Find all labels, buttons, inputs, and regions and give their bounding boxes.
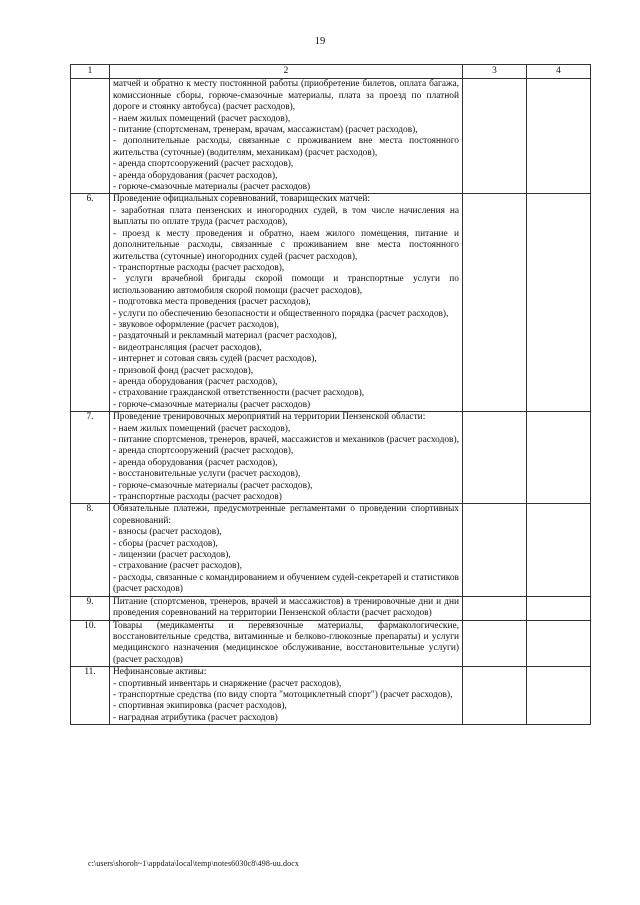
row-col-4-cell bbox=[527, 667, 591, 725]
description-line: - услуги по обеспечению безопасности и общественного порядка (расчет расходов), bbox=[113, 308, 449, 319]
row-col-3-cell bbox=[463, 504, 527, 596]
description-line: - лицензии (расчет расходов), bbox=[113, 550, 231, 561]
description-line: матчей и обратно к месту постоянной работы (приобретение билетов, оплата багажа, комиссионные сборы, горюче-смазочные материалы, плата за проезд по платной дороге и стоянку автобуса) (расчет расходов), bbox=[113, 79, 459, 113]
header-col-4: 4 bbox=[527, 65, 591, 79]
description-line: - наем жилых помещений (расчет расходов), bbox=[113, 423, 291, 434]
table-row bbox=[71, 596, 591, 620]
row-number: 6. bbox=[71, 194, 110, 412]
description-line: - аренда оборудования (расчет расходов), bbox=[113, 457, 278, 468]
header-col-3: 3 bbox=[463, 65, 527, 79]
table-row bbox=[71, 667, 591, 725]
row-number: 7. bbox=[71, 412, 110, 504]
description-line: - горюче-смазочные материалы (расчет расходов) bbox=[113, 182, 311, 193]
row-number: 8. bbox=[71, 504, 110, 596]
row-number bbox=[71, 79, 110, 194]
description-line: Обязательные платежи, предусмотренные регламентами о проведении спортивных соревнований: bbox=[113, 504, 459, 526]
table-row bbox=[71, 79, 591, 194]
row-description bbox=[110, 620, 463, 667]
description-line: - страхование (расчет расходов), bbox=[113, 561, 242, 572]
description-line: - услуги врачебной бригады скорой помощи и транспортные услуги по использованию автомобиля скорой помощи (расчет расходов), bbox=[113, 274, 459, 296]
description-line: - аренда спортсооружений (расчет расходов), bbox=[113, 159, 294, 170]
description-line: Проведение тренировочных мероприятий на территории Пензенской области: bbox=[113, 412, 426, 423]
description-line: - видеотрансляция (расчет расходов), bbox=[113, 342, 262, 353]
description-line: - аренда оборудования (расчет расходов), bbox=[113, 170, 278, 181]
description-line: - проезд к месту проведения и обратно, наем жилого помещения, питание и дополнительные расходы, связанные с проживанием вне места постоянного жительства (суточные) иногородних судей (расчет расходов), bbox=[113, 228, 459, 262]
row-number: 11. bbox=[71, 667, 110, 725]
table-row bbox=[71, 412, 591, 504]
row-col-4-cell bbox=[527, 620, 591, 667]
footer-file-path: c:\users\shoroh~1\appdata\local\temp\notes6030c8\498-uu.docx bbox=[88, 859, 299, 868]
row-number: 10. bbox=[71, 620, 110, 667]
description-line: - страхование гражданской ответственности (расчет расходов), bbox=[113, 388, 365, 399]
row-col-4-cell bbox=[527, 412, 591, 504]
row-number: 9. bbox=[71, 596, 110, 620]
row-col-3-cell bbox=[463, 620, 527, 667]
page-number: 19 bbox=[314, 36, 326, 47]
table-row bbox=[71, 194, 591, 412]
row-description bbox=[110, 194, 463, 412]
description-line: - раздаточный и рекламный материал (расчет расходов), bbox=[113, 331, 337, 342]
description-line: - заработная плата пензенских и иногородних судей, в том числе начисления на выплаты по оплате труда (расчет расходов), bbox=[113, 205, 459, 228]
row-col-4-cell bbox=[527, 504, 591, 596]
description-line: - спортивный инвентарь и снаряжение (расчет расходов), bbox=[113, 678, 342, 689]
description-line: - горюче-смазочные материалы (расчет расходов) bbox=[113, 399, 311, 410]
row-col-4-cell bbox=[527, 79, 591, 194]
row-col-3-cell bbox=[463, 596, 527, 620]
description-line: - горюче-смазочные материалы (расчет расходов), bbox=[113, 480, 313, 491]
description-line: - восстановительные услуги (расчет расходов), bbox=[113, 469, 301, 480]
table-header-row bbox=[71, 65, 591, 79]
description-line: - спортивная экипировка (расчет расходов), bbox=[113, 701, 287, 712]
description-line: - расходы, связанные с командированием и обучением судей-секретарей и статистиков (расчет расходов) bbox=[113, 572, 459, 595]
description-line: - аренда оборудования (расчет расходов), bbox=[113, 376, 278, 387]
row-description bbox=[110, 667, 463, 725]
row-col-4-cell bbox=[527, 596, 591, 620]
header-col-1: 1 bbox=[71, 65, 110, 79]
budget-items-table bbox=[70, 64, 591, 725]
row-col-4-cell bbox=[527, 194, 591, 412]
header-col-2: 2 bbox=[110, 65, 463, 79]
description-line: - призовой фонд (расчет расходов), bbox=[113, 365, 254, 376]
description-line: - транспортные расходы (расчет расходов) bbox=[113, 492, 282, 503]
table-row bbox=[71, 504, 591, 596]
description-line: - аренда спортсооружений (расчет расходов), bbox=[113, 446, 294, 457]
description-line: - взносы (расчет расходов), bbox=[113, 527, 222, 538]
description-line: - дополнительные расходы, связанные с проживанием вне места постоянного жительства (суточные) (водителям, механикам) (расчет расходов), bbox=[113, 136, 459, 158]
row-col-3-cell bbox=[463, 412, 527, 504]
description-line: - транспортные средства (по виду спорта "мотоциклетный спорт") (расчет расходов), bbox=[113, 689, 453, 700]
row-description bbox=[110, 596, 463, 620]
description-line: - подготовка места проведения (расчет расходов), bbox=[113, 297, 311, 308]
description-line: Проведение официальных соревнований, товарищеских матчей: bbox=[113, 194, 371, 205]
table-row bbox=[71, 620, 591, 667]
row-description bbox=[110, 79, 463, 194]
description-line: - сборы (расчет расходов), bbox=[113, 538, 218, 549]
description-line: - звуковое оформление (расчет расходов), bbox=[113, 319, 279, 330]
description-line: - интернет и сотовая связь судей (расчет расходов), bbox=[113, 354, 317, 365]
description-line: Товары (медикаменты и перевязочные материалы, фармакологические, восстановительные средства, витаминные и белково-глюкозные препараты) и услуги медицинского назначения (медицинское обслуживание, восстановительные услуги) (расчет расходов) bbox=[113, 620, 459, 665]
description-line: - транспортные расходы (расчет расходов), bbox=[113, 262, 285, 273]
row-description bbox=[110, 412, 463, 504]
row-description bbox=[110, 504, 463, 596]
description-line: - наем жилых помещений (расчет расходов), bbox=[113, 113, 291, 124]
description-line: - питание (спортсменам, тренерам, врачам, массажистам) (расчет расходов), bbox=[113, 125, 418, 136]
description-line: Питание (спортсменов, тренеров, врачей и массажистов) в тренировочные дни и дни проведения соревнований на территории Пензенской области (расчет расходов) bbox=[113, 596, 459, 619]
row-col-3-cell bbox=[463, 79, 527, 194]
description-line: - наградная атрибутика (расчет расходов) bbox=[113, 712, 278, 723]
description-line: - питание спортсменов, тренеров, врачей, массажистов и механиков (расчет расходов), bbox=[113, 435, 459, 445]
description-line: Нефинансовые активы: bbox=[113, 667, 207, 678]
row-col-3-cell bbox=[463, 194, 527, 412]
row-col-3-cell bbox=[463, 667, 527, 725]
